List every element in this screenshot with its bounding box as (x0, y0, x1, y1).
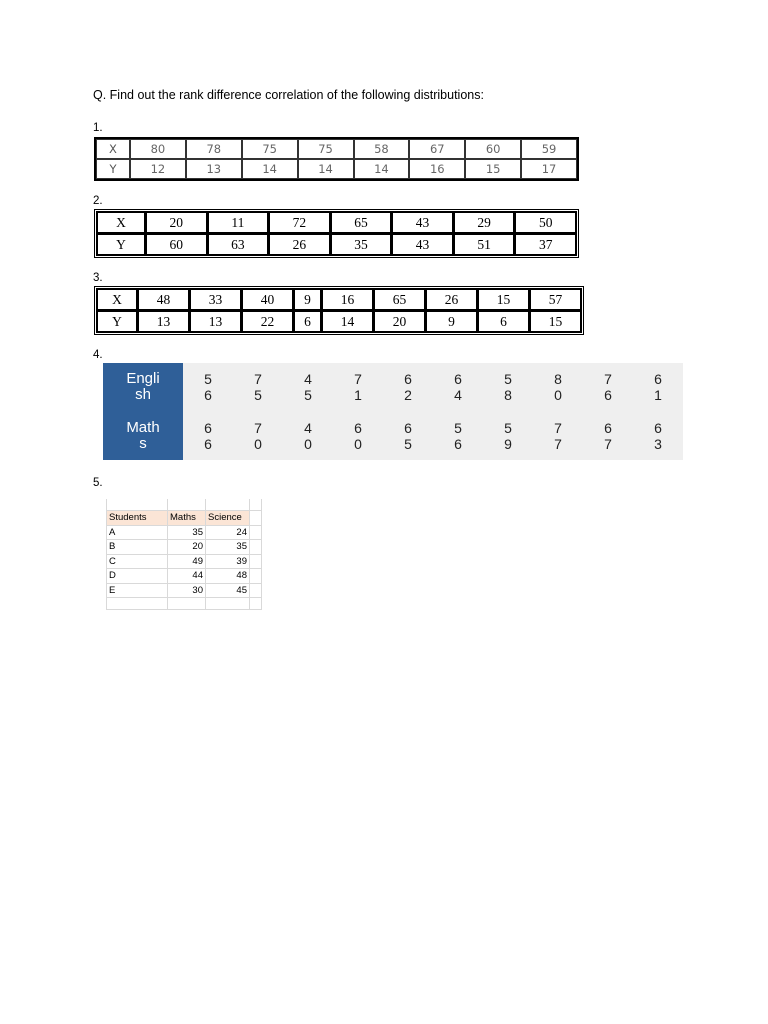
problem-4-table (103, 363, 683, 460)
table-cell: 35 (330, 234, 392, 255)
table-cell: 14 (298, 159, 354, 179)
table-cell: 6 1 (654, 371, 662, 404)
table-cell: 7 0 (254, 419, 262, 452)
table-cell: 6 5 (404, 419, 412, 452)
row-label-maths: Math s (103, 412, 183, 461)
table-cell: 45 (206, 584, 250, 599)
table-cell: 24 (206, 526, 250, 541)
table-cell: D (106, 569, 168, 584)
table-row (106, 569, 262, 584)
table-cell: 43 (391, 234, 453, 255)
row-label: Y (97, 311, 137, 332)
table-cell: 60 (465, 139, 521, 159)
table-row (97, 212, 576, 234)
table-cell: 51 (453, 234, 515, 255)
column-header: Students (106, 511, 168, 526)
table-cell: 43 (391, 212, 453, 234)
table-cell: 8 0 (554, 371, 562, 404)
row-label-english: Engli sh (103, 363, 183, 412)
table-row (106, 499, 262, 511)
table-cell: C (106, 555, 168, 570)
table-cell: 6 0 (354, 419, 362, 452)
problem-2-table (94, 209, 579, 258)
table-row (96, 139, 577, 159)
table-row (97, 289, 581, 311)
table-cell: 4 5 (304, 371, 312, 404)
table-cell: 26 (268, 234, 330, 255)
table-cell: 17 (521, 159, 577, 179)
table-cell: 14 (321, 311, 373, 332)
table-cell: 48 (137, 289, 189, 311)
table-cell: 11 (207, 212, 269, 234)
table-cell: 44 (168, 569, 206, 584)
table-cell: 20 (145, 212, 207, 234)
table-cell: 37 (514, 234, 576, 255)
table-row (106, 584, 262, 599)
table-cell: 63 (207, 234, 269, 255)
table-cell: 16 (409, 159, 465, 179)
table-cell: 6 2 (404, 371, 412, 404)
table-cell: B (106, 540, 168, 555)
table-cell: 6 7 (604, 419, 612, 452)
table-row (106, 598, 262, 610)
table-cell: A (106, 526, 168, 541)
table-cell: 13 (189, 311, 241, 332)
table-cell: 75 (242, 139, 298, 159)
table-cell: 9 (425, 311, 477, 332)
table-cell: 35 (206, 540, 250, 555)
table-cell: 15 (477, 289, 529, 311)
table-cell: 22 (241, 311, 293, 332)
table-cell: 5 6 (454, 419, 462, 452)
table-cell: 40 (241, 289, 293, 311)
table-cell: 59 (521, 139, 577, 159)
table-cell: 75 (298, 139, 354, 159)
problem-5-spreadsheet (106, 499, 262, 611)
table-cell: 5 8 (504, 371, 512, 404)
problem-number-4: 4. (93, 349, 103, 361)
table-row (96, 159, 577, 179)
table-cell: 7 7 (554, 419, 562, 452)
table-cell: 14 (354, 159, 410, 179)
table-cell: 7 5 (254, 371, 262, 404)
table-cell: 13 (186, 159, 242, 179)
table-cell: 50 (514, 212, 576, 234)
problem-1-table (94, 137, 579, 181)
problem-3-table (94, 286, 584, 335)
table-cell: E (106, 584, 168, 599)
column-header: Maths (168, 511, 206, 526)
table-cell: 7 1 (354, 371, 362, 404)
table-cell: 57 (529, 289, 581, 311)
table-cell: 65 (330, 212, 392, 234)
column-header: Science (206, 511, 250, 526)
problem-number-3: 3. (93, 272, 103, 284)
table-row (106, 540, 262, 555)
table-cell: 13 (137, 311, 189, 332)
table-row (103, 412, 683, 461)
question-text: Q. Find out the rank difference correlation of the following distributions: (93, 88, 484, 102)
table-cell: 65 (373, 289, 425, 311)
row-label: X (97, 212, 145, 234)
table-cell: 7 6 (604, 371, 612, 404)
problem-number-1: 1. (93, 122, 103, 134)
table-row (97, 311, 581, 332)
table-cell: 15 (465, 159, 521, 179)
table-cell: 6 3 (654, 419, 662, 452)
table-cell: 26 (425, 289, 477, 311)
table-cell: 20 (168, 540, 206, 555)
table-cell: 6 (477, 311, 529, 332)
table-cell: 33 (189, 289, 241, 311)
problem-5-table (106, 499, 262, 610)
table-cell: 29 (453, 212, 515, 234)
table-cell: 39 (206, 555, 250, 570)
table-cell: 72 (268, 212, 330, 234)
table-cell: 12 (130, 159, 186, 179)
table-cell: 49 (168, 555, 206, 570)
row-label: X (97, 289, 137, 311)
problem-number-5: 5. (93, 477, 103, 489)
table-row (106, 526, 262, 541)
table-cell: 67 (409, 139, 465, 159)
table-cell: 60 (145, 234, 207, 255)
table-cell: 9 (293, 289, 321, 311)
table-cell: 58 (354, 139, 410, 159)
row-label: Y (96, 159, 130, 179)
table-cell: 6 (293, 311, 321, 332)
table-cell: 30 (168, 584, 206, 599)
row-label: Y (97, 234, 145, 255)
table-cell: 15 (529, 311, 581, 332)
problem-number-2: 2. (93, 195, 103, 207)
table-row (106, 555, 262, 570)
row-label: X (96, 139, 130, 159)
table-header-row (106, 511, 262, 526)
table-cell: 20 (373, 311, 425, 332)
table-cell: 78 (186, 139, 242, 159)
table-cell: 80 (130, 139, 186, 159)
table-cell: 6 6 (204, 419, 212, 452)
table-cell: 5 6 (204, 371, 212, 404)
table-cell: 4 0 (304, 419, 312, 452)
table-row (103, 363, 683, 412)
table-row (97, 234, 576, 255)
table-cell: 48 (206, 569, 250, 584)
table-cell: 5 9 (504, 419, 512, 452)
table-cell: 6 4 (454, 371, 462, 404)
table-cell: 35 (168, 526, 206, 541)
table-cell: 14 (242, 159, 298, 179)
table-cell: 16 (321, 289, 373, 311)
